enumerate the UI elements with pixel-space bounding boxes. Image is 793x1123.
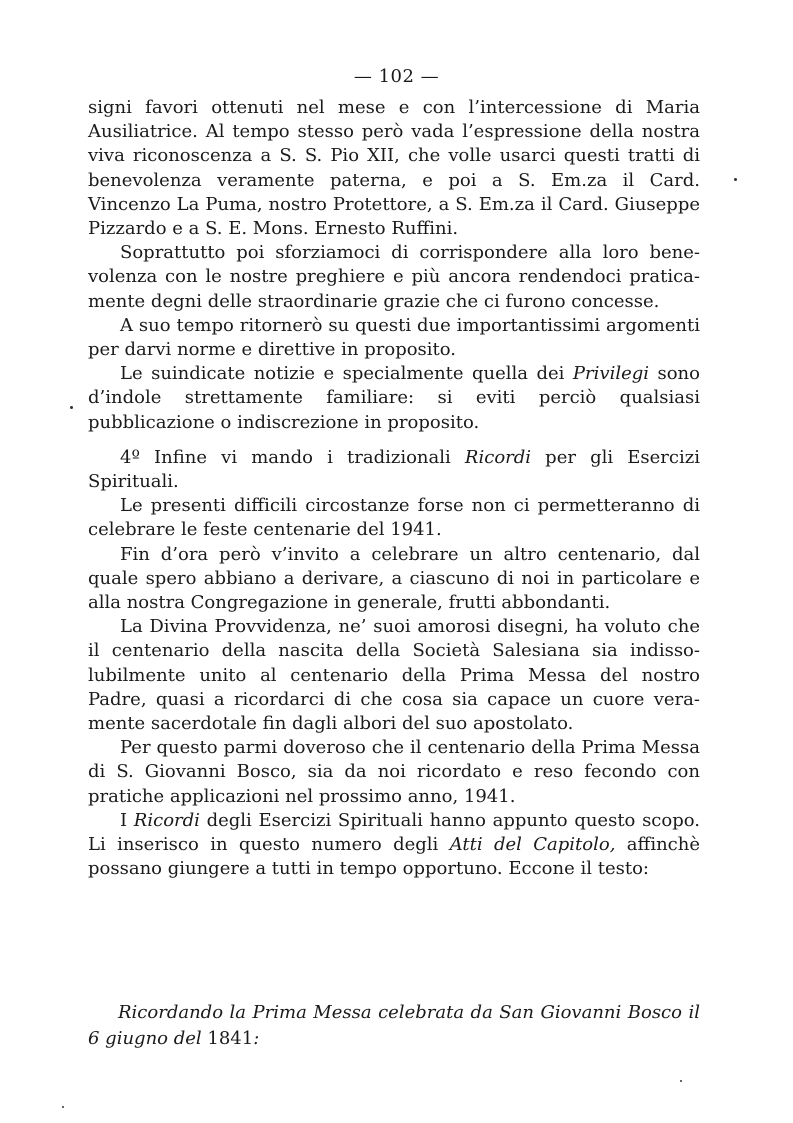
paragraph-10-italic-2: Atti del Capitolo, bbox=[449, 834, 616, 856]
paragraph-9: Per questo parmi doveroso che il centenario della Prima Messa di S. Giovanni Bosco, sia da noi ricordato e reso fecondo con pratiche applicazioni nel prossimo anno, 1941. bbox=[88, 737, 700, 807]
paragraph-5 bbox=[88, 446, 700, 494]
epigraph-line bbox=[88, 1000, 700, 1052]
epigraph bbox=[88, 1000, 700, 1052]
paragraph-10-italic-1: Ricordi bbox=[133, 809, 200, 831]
paragraph-5-text-a: 4º Infine vi mando i tradizionali bbox=[120, 446, 465, 468]
paragraph-5-italic: Ricordi bbox=[464, 446, 532, 468]
page-number: — 102 — bbox=[353, 66, 440, 87]
paragraph-8: La Divina Provvidenza, ne’ suoi amorosi disegni, ha voluto che il centenario della nascita della Società Salesiana sia indissolubilmente unito al centenario della Prima Messa del nostro Padre, quasi a ricordarci di che cosa sia capace un cuore veramente sacerdotale fin dagli albori del suo apostolato. bbox=[88, 616, 700, 735]
paragraph-6: Le presenti difficili circostanze forse non ci permetteranno di celebrare le feste centenarie del 1941. bbox=[88, 495, 700, 541]
ink-speck bbox=[680, 1080, 682, 1082]
paragraph-10-text-b: degli Esercizi Spirituali hanno appunto questo scopo. Li inserisco in questo numero degli bbox=[88, 809, 700, 856]
epigraph-colon: : bbox=[253, 1028, 260, 1049]
paragraph-4-italic: Privilegi bbox=[572, 363, 650, 385]
epigraph-text: Ricordando la Prima Messa celebrata da San Giovanni Bosco il 6 giugno del bbox=[88, 1002, 700, 1049]
ink-speck bbox=[62, 1106, 64, 1108]
paragraph-2: Soprattutto poi sforziamoci di corrispondere alla loro benevolenza con le nostre preghiere e più ancora rendendoci praticamente degni delle straordinarie grazie che ci furono concesse. bbox=[88, 242, 700, 312]
paragraph-10 bbox=[88, 809, 700, 882]
paragraph-4-text-b: sono d’indole strettamente familiare: si eviti perciò qualsiasi pubblicazione o indiscrezione in proposito. bbox=[88, 363, 700, 433]
paragraph-4-text-a: Le suindicate notizie e specialmente quella dei bbox=[120, 363, 573, 385]
paragraph-3: A suo tempo ritornerò su questi due importantissimi argomenti per darvi norme e direttive in proposito. bbox=[88, 314, 700, 361]
body-text bbox=[88, 96, 700, 882]
ink-speck bbox=[70, 406, 73, 409]
paragraph-4 bbox=[88, 362, 700, 435]
paragraph-10-text-c: affinchè possano giungere a tutti in tempo opportuno. Eccone il testo: bbox=[88, 834, 701, 880]
paragraph-1: signi favori ottenuti nel mese e con l’intercessione di Maria Ausiliatrice. Al tempo stesso però vada l’espressione della nostra viva riconoscenza a S. S. Pio XII, che volle usarci questi tratti di benevolenza veramente paterna, e poi a S. Em.za il Card. Vincenzo La Puma, nostro Protettore, a S. Em.za il Card. Giuseppe Pizzardo e a S. E. Mons. Ernesto Ruffini. bbox=[88, 97, 700, 240]
paragraph-10-text-a: I bbox=[120, 809, 134, 831]
epigraph-year: 1841 bbox=[207, 1028, 254, 1049]
ink-speck bbox=[734, 178, 737, 181]
paragraph-7: Fin d’ora però v’invito a celebrare un altro centenario, dal quale spero abbiano a derivare, a ciascuno di noi in particolare e alla nostra Congregazione in generale, frutti abbondanti. bbox=[88, 543, 700, 614]
paragraph-5-text-b: per gli Esercizi Spirituali. bbox=[88, 446, 700, 493]
